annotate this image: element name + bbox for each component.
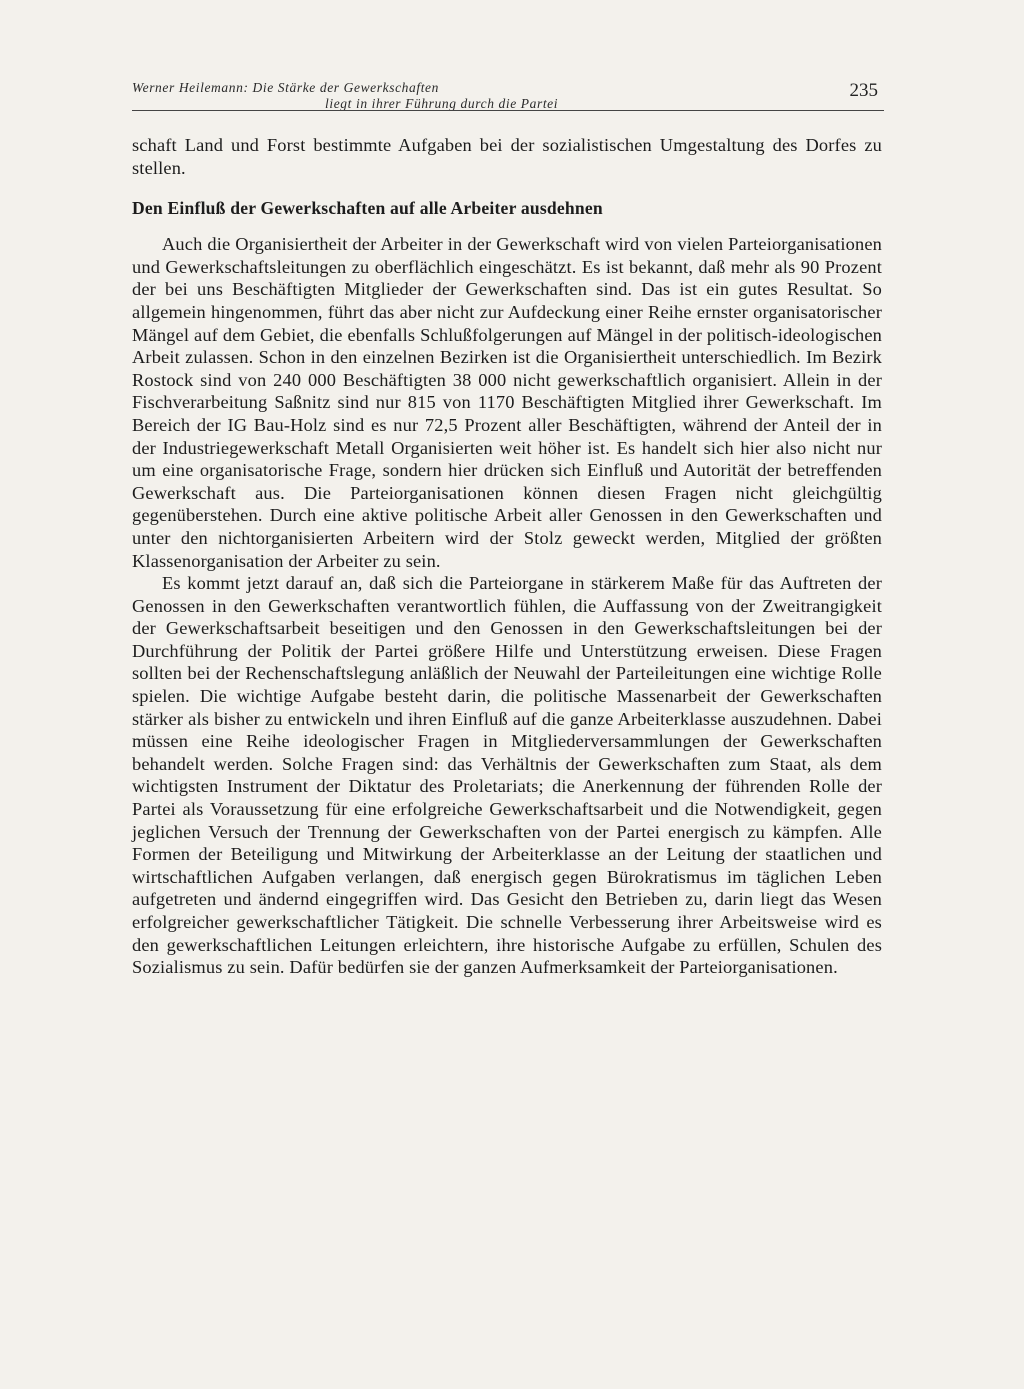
page-number: 235	[849, 80, 878, 101]
running-head	[132, 80, 884, 114]
running-head-line-2: liegt in ihrer Führung durch die Partei	[325, 96, 559, 111]
header-rule	[132, 110, 884, 111]
paragraph-2: Es kommt jetzt darauf an, daß sich die Parteiorgane in stärkerem Maße für das Auftreten der Genossen in den Gewerkschaften verantwortlich fühlen, die Auffassung von der Zweitrangigkeit der Gewerkschaftsarbeit beseitigen und den Genossen in den Gewerkschaftsleitungen bei der Durchführung der Politik der Partei größere Hilfe und Unterstützung erweisen. Diese Fragen sollten bei der Rechenschaftslegung anläßlich der Neuwahl der Parteileitungen eine wichtige Rolle spielen. Die wichtige Aufgabe besteht darin, die politische Massenarbeit der Gewerkschaften stärker als bisher zu entwickeln und ihren Einfluß auf die ganze Arbeiterklasse auszudehnen. Dabei müssen eine Reihe ideologischer Fragen in Mitgliederversammlungen der Gewerkschaften behandelt werden. Solche Fragen sind: das Verhältnis der Gewerkschaften zum Staat, als dem wichtigsten Instrument der Diktatur des Proletariats; die Anerkennung der führenden Rolle der Partei als Voraussetzung für eine erfolgreiche Gewerkschaftsarbeit und die Notwendigkeit, gegen jeglichen Versuch der Trennung der Gewerkschaften von der Partei energisch zu kämpfen. Alle Formen der Beteiligung und Mitwirkung der Arbeiterklasse an der Leitung der staatlichen und wirtschaftlichen Aufgaben verlangen, daß energisch gegen Bürokratismus im täglichen Leben aufgetreten und ändernd eingegriffen wird. Das Gesicht den Betrieben zu, darin liegt das Wesen erfolgreicher gewerkschaftlicher Tätigkeit. Die schnelle Verbesserung ihrer Arbeitsweise wird es den gewerkschaftlichen Leitungen erleichtern, ihre historische Aufgabe zu erfüllen, Schulen des Sozialismus zu sein. Dafür bedürfen sie der ganzen Aufmerksamkeit der Parteiorganisationen.	[132, 573, 882, 978]
body-text	[132, 134, 882, 979]
section-heading: Den Einfluß der Gewerkschaften auf alle Arbeiter ausdehnen	[132, 198, 603, 219]
paragraph-1: Auch die Organisiertheit der Arbeiter in der Gewerkschaft wird von vielen Parteiorganisationen und Gewerkschaftsleitungen zu oberflächlich eingeschätzt. Es ist bekannt, daß mehr als 90 Prozent der bei uns Beschäftigten Mitglieder der Gewerkschaften sind. Das ist ein gutes Resultat. So allgemein hingenommen, führt das aber nicht zur Aufdeckung einer Reihe ernster organisatorischer Mängel auf dem Gebiet, die ebenfalls Schlußfolgerungen auf Mängel in der politisch-ideologischen Arbeit zulassen. Schon in den einzelnen Bezirken ist die Organisiertheit unterschiedlich. Im Bezirk Rostock sind von 240 000 Beschäftigten 38 000 nicht gewerkschaftlich organisiert. Allein in der Fischverarbeitung Saßnitz sind nur 815 von 1170 Beschäftigten Mitglied ihrer Gewerkschaft. Im Bereich der IG Bau-Holz sind es nur 72,5 Prozent aller Beschäftigten, während der Anteil der in der Industriegewerkschaft Metall Organisierten weit höher ist. Es handelt sich hier also nicht nur um eine organisatorische Frage, sondern hier drücken sich Einfluß und Autorität der betreffenden Gewerkschaft aus. Die Parteiorganisationen können diesen Fragen nicht gleichgültig gegenüberstehen. Durch eine aktive politische Arbeit aller Genossen in den Gewerkschaften und unter den nichtorganisierten Arbeitern wird der Stolz geweckt werden, Mitglied der größten Klassenorganisation der Arbeiter zu sein.	[132, 234, 882, 571]
running-head-title	[132, 80, 558, 112]
running-head-line-1: Werner Heilemann: Die Stärke der Gewerkschaften	[132, 80, 439, 95]
continuation-paragraph: schaft Land und Forst bestimmte Aufgaben bei der sozialistischen Umgestaltung des Dorfes zu stellen.	[132, 135, 882, 178]
